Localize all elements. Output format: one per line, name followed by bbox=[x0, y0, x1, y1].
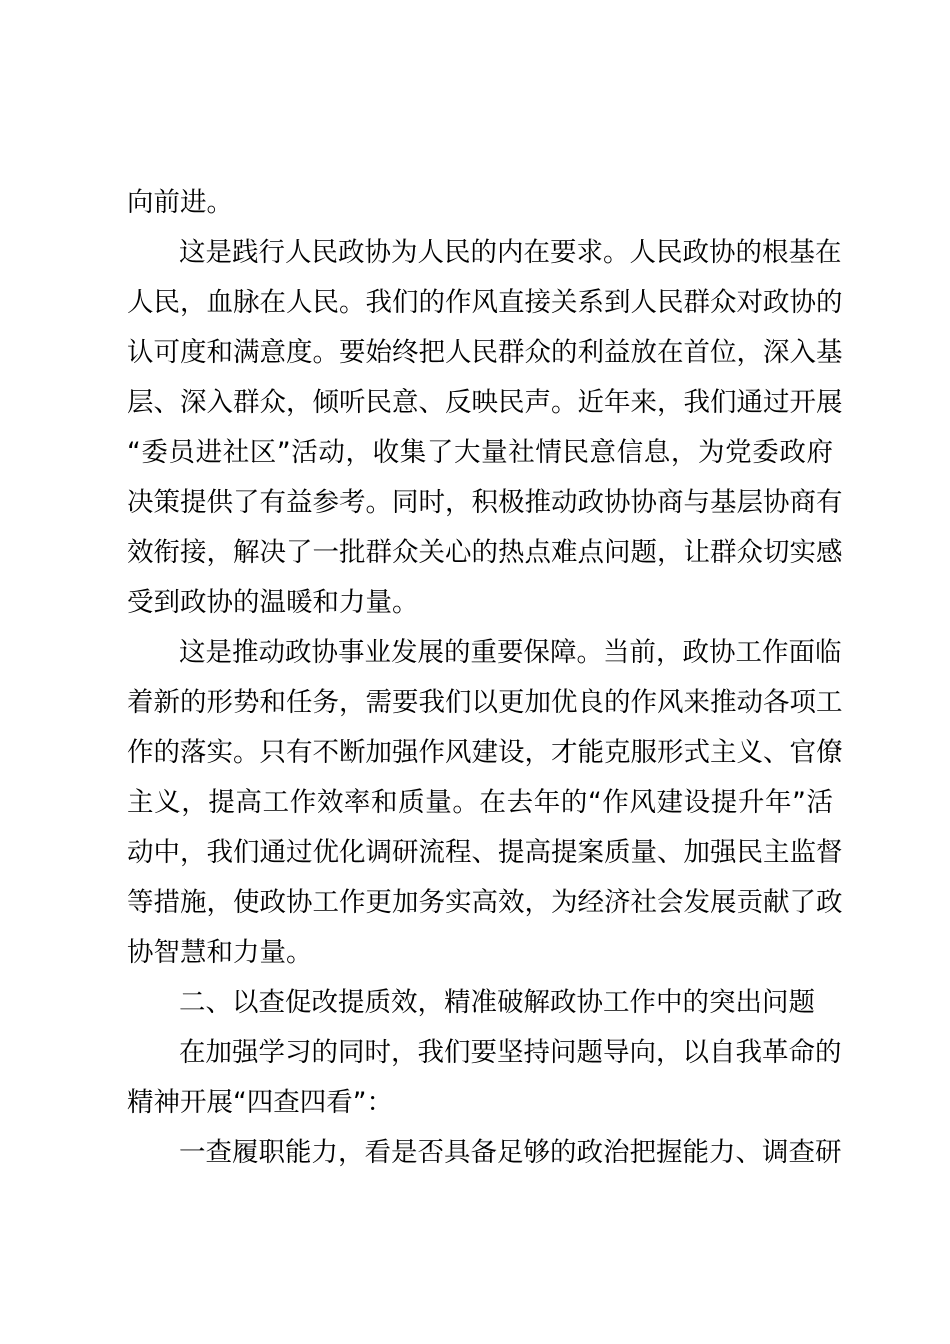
text-line: 认可度和满意度。要始终把人民群众的利益放在首位，深入基 bbox=[127, 337, 843, 368]
text-line: 主义，提高工作效率和质量。在去年的“作风建设提升年”活 bbox=[127, 787, 833, 818]
section-heading: 二、以查促改提质效，精准破解政协工作中的突出问题 bbox=[179, 987, 815, 1018]
text-line: 效衔接，解决了一批群众关心的热点难点问题，让群众切实感 bbox=[127, 537, 843, 568]
text-line: 受到政协的温暖和力量。 bbox=[127, 587, 419, 618]
paragraph-first-line: 一查履职能力，看是否具备足够的政治把握能力、调查研 bbox=[179, 1137, 842, 1168]
text-line: 作的落实。只有不断加强作风建设，才能克服形式主义、官僚 bbox=[127, 737, 843, 768]
text-line: 层、深入群众，倾听民意、反映民声。近年来，我们通过开展 bbox=[127, 387, 843, 418]
text-line: 人民，血脉在人民。我们的作风直接关系到人民群众对政协的 bbox=[127, 287, 843, 318]
text-line: 决策提供了有益参考。同时，积极推动政协协商与基层协商有 bbox=[127, 487, 843, 518]
text-line: 协智慧和力量。 bbox=[127, 937, 313, 968]
paragraph-first-line: 这是践行人民政协为人民的内在要求。人民政协的根基在 bbox=[179, 237, 842, 268]
text-line: 向前进。 bbox=[127, 187, 233, 218]
text-line: 着新的形势和任务，需要我们以更加优良的作风来推动各项工 bbox=[127, 687, 843, 718]
text-line: 动中，我们通过优化调研流程、提高提案质量、加强民主监督 bbox=[127, 837, 843, 868]
text-line: 等措施，使政协工作更加务实高效，为经济社会发展贡献了政 bbox=[127, 887, 843, 918]
text-line: 精神开展“四查四看”： bbox=[127, 1087, 393, 1118]
paragraph-first-line: 在加强学习的同时，我们要坚持问题导向，以自我革命的 bbox=[179, 1037, 842, 1068]
text-line: “委员进社区”活动，收集了大量社情民意信息，为党委政府 bbox=[127, 437, 833, 468]
paragraph-first-line: 这是推动政协事业发展的重要保障。当前，政协工作面临 bbox=[179, 637, 842, 668]
body-text bbox=[127, 178, 843, 1178]
